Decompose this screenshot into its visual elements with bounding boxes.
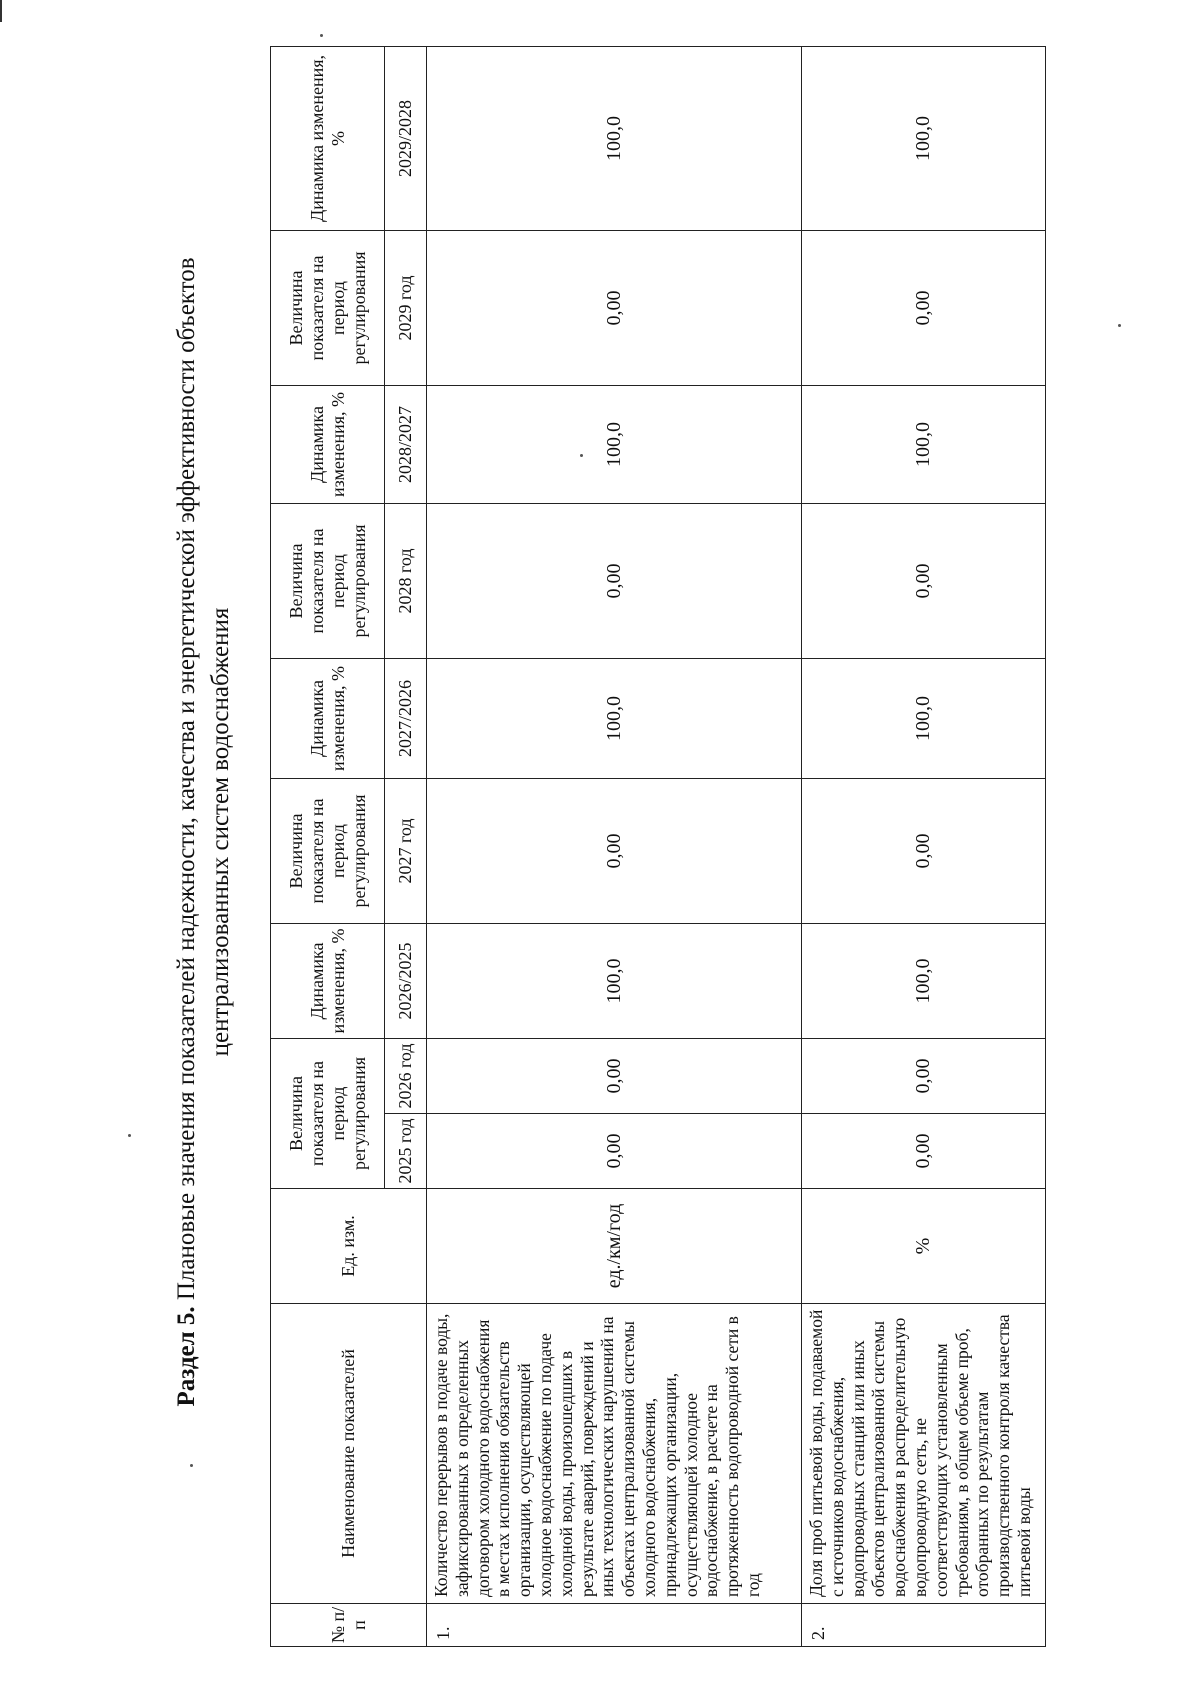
scan-speck xyxy=(1118,324,1121,327)
subheader-2025: 2025 год xyxy=(385,1114,427,1189)
dynamics-2027: 100,0 xyxy=(802,659,1046,779)
scan-edge-line xyxy=(0,0,2,22)
dynamics-2028: 100,0 xyxy=(802,386,1046,504)
subheader-2026: 2026 год xyxy=(385,1039,427,1114)
header-dynamics-2026: Динамика изменения, % xyxy=(271,924,385,1039)
subheader-2029-2028: 2029/2028 xyxy=(385,47,427,231)
subheader-2027-2026: 2027/2026 xyxy=(385,659,427,779)
indicator-name: Доля проб питьевой воды, подаваемой с источников водоснабжения, водопроводных станций или иных объектов централизованной системы водоснабжения в распределительную водопроводную сеть, не соответствующих установленным требованиям, в общем объеме проб, отобранных по результатам производственного контроля качества питьевой воды xyxy=(802,1304,1046,1604)
value-2025: 0,00 xyxy=(427,1114,802,1189)
header-unit: Ед. изм. xyxy=(271,1189,427,1304)
value-2027: 0,00 xyxy=(427,779,802,924)
subheader-2027: 2027 год xyxy=(385,779,427,924)
dynamics-2028: 100,0 xyxy=(427,386,802,504)
value-2025: 0,00 xyxy=(802,1114,1046,1189)
dynamics-2027: 100,0 xyxy=(427,659,802,779)
header-number: № п/п xyxy=(271,1604,427,1647)
dynamics-2026: 100,0 xyxy=(802,924,1046,1039)
dynamics-2026: 100,0 xyxy=(427,924,802,1039)
scan-speck xyxy=(320,34,323,37)
section-title xyxy=(170,212,238,1452)
value-2026: 0,00 xyxy=(802,1039,1046,1114)
subheader-2029: 2029 год xyxy=(385,231,427,386)
header-value-2029: Величина показателя на период регулирования xyxy=(271,231,385,386)
table-row xyxy=(802,47,1046,1647)
header-dynamics-2029: Динамика изменения, % xyxy=(271,47,385,231)
indicators-table xyxy=(270,46,1046,1647)
row-number: 2. xyxy=(802,1604,1046,1647)
header-name: Наименование показателей xyxy=(271,1304,427,1604)
dynamics-2029: 100,0 xyxy=(802,47,1046,231)
value-2028: 0,00 xyxy=(427,504,802,659)
indicator-unit: % xyxy=(802,1189,1046,1304)
subheader-2028: 2028 год xyxy=(385,504,427,659)
scan-speck xyxy=(190,1464,193,1467)
value-2026: 0,00 xyxy=(427,1039,802,1114)
section-title-line2: централизованных систем водоснабжения xyxy=(207,607,234,1057)
header-dynamics-2027: Динамика изменения, % xyxy=(271,659,385,779)
header-row xyxy=(271,47,385,1647)
indicator-unit: ед./км/год xyxy=(427,1189,802,1304)
dynamics-2029: 100,0 xyxy=(427,47,802,231)
value-2029: 0,00 xyxy=(427,231,802,386)
value-2029: 0,00 xyxy=(802,231,1046,386)
table-row xyxy=(427,47,802,1647)
row-number: 1. xyxy=(427,1604,802,1647)
section-label: Раздел 5. xyxy=(173,1306,200,1407)
scan-speck xyxy=(128,1134,131,1137)
value-2028: 0,00 xyxy=(802,504,1046,659)
indicator-name: Количество перерывов в подаче воды, зафиксированных в определенных договором холодного водоснабжения в местах исполнения обязательств организации, осуществляющей холодное водоснабжение по подаче холодной воды, произошедших в результате аварий, повреждений и иных технологических нарушений на объектах централизованной системы холодного водоснабжения, принадлежащих организации, осуществляющей холодное водоснабжение, в расчете на протяженность водопроводной сети в год xyxy=(427,1304,802,1604)
scan-speck xyxy=(580,454,583,457)
section-title-line1: Плановые значения показателей надежности, качества и энергетической эффективности объектов xyxy=(173,257,200,1301)
subheader-2028-2027: 2028/2027 xyxy=(385,386,427,504)
header-value-2028: Величина показателя на период регулирования xyxy=(271,504,385,659)
subheader-2026-2025: 2026/2025 xyxy=(385,924,427,1039)
header-dynamics-2028: Динамика изменения, % xyxy=(271,386,385,504)
value-2027: 0,00 xyxy=(802,779,1046,924)
header-value-2027: Величина показателя на период регулирования xyxy=(271,779,385,924)
header-value-2025-2026: Величина показателя на период регулирования xyxy=(271,1039,385,1189)
